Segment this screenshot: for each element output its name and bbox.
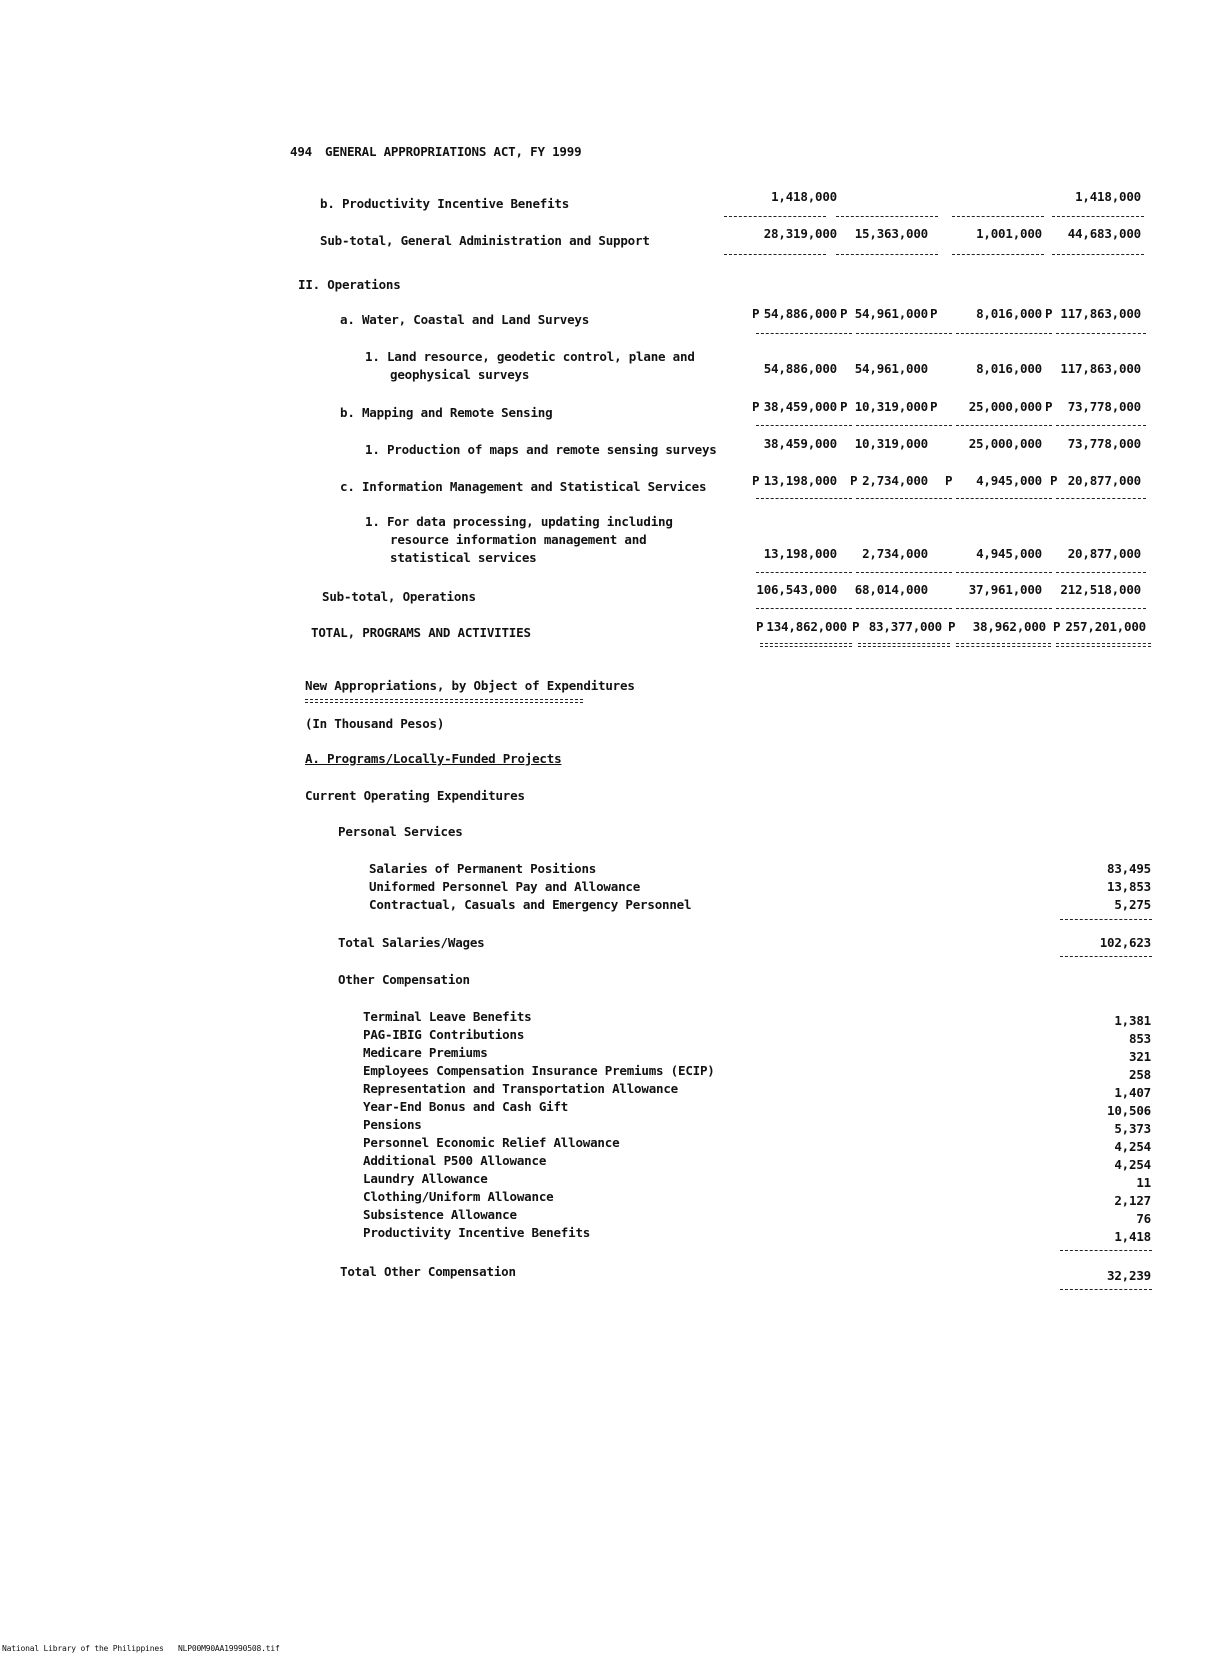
rule bbox=[1056, 608, 1146, 609]
line-item-value: 1,407 bbox=[1114, 1085, 1151, 1100]
row-value-col3: 8,016,000 bbox=[976, 361, 1042, 376]
rule bbox=[1052, 254, 1144, 255]
rule bbox=[756, 333, 852, 334]
line-item-value: 4,254 bbox=[1114, 1139, 1151, 1154]
row-value-col2: 54,961,000 bbox=[854, 361, 928, 376]
rule bbox=[724, 254, 826, 255]
peso-sign: P bbox=[756, 619, 764, 634]
rule bbox=[856, 498, 952, 499]
line-item-label: Subsistence Allowance bbox=[363, 1207, 517, 1222]
double-rule bbox=[305, 699, 583, 703]
row-value-col1: 38,459,000 bbox=[763, 399, 837, 414]
page-number: 494 bbox=[290, 144, 312, 159]
line-item-value: 83,495 bbox=[1107, 861, 1151, 876]
line-item-label: Additional P500 Allowance bbox=[363, 1153, 547, 1168]
rule bbox=[1052, 216, 1144, 217]
section-title: A. Programs/Locally-Funded Projects bbox=[305, 751, 562, 766]
double-rule bbox=[1056, 643, 1151, 647]
peso-sign: P bbox=[752, 306, 760, 321]
group-title: Personal Services bbox=[338, 824, 463, 839]
line-item-label: Year-End Bonus and Cash Gift bbox=[363, 1099, 569, 1114]
page-title: GENERAL APPROPRIATIONS ACT, FY 1999 bbox=[325, 144, 582, 159]
line-item-value: 853 bbox=[1129, 1031, 1151, 1046]
line-item-value: 13,853 bbox=[1107, 879, 1151, 894]
row-value-col3: 38,962,000 bbox=[972, 619, 1046, 634]
row-value-col1: 13,198,000 bbox=[763, 546, 837, 561]
total-salaries-value: 102,623 bbox=[1099, 935, 1151, 950]
peso-sign: P bbox=[1045, 306, 1053, 321]
peso-sign: P bbox=[930, 399, 938, 414]
rule bbox=[756, 608, 852, 609]
rule bbox=[1060, 1289, 1152, 1290]
row-value-col1: 38,459,000 bbox=[763, 436, 837, 451]
double-rule bbox=[956, 643, 1051, 647]
unit-note: (In Thousand Pesos) bbox=[305, 716, 445, 731]
line-item-label: Terminal Leave Benefits bbox=[363, 1009, 532, 1024]
peso-sign: P bbox=[945, 473, 953, 488]
line-item-label: PAG-IBIG Contributions bbox=[363, 1027, 525, 1042]
rule bbox=[1060, 919, 1152, 920]
subsection-title: Current Operating Expenditures bbox=[305, 788, 525, 803]
line-item-label: Laundry Allowance bbox=[363, 1171, 488, 1186]
row-label-line: statistical services bbox=[390, 550, 537, 565]
peso-sign: P bbox=[850, 473, 858, 488]
line-item-label: Contractual, Casuals and Emergency Personnel bbox=[369, 897, 692, 912]
total-other-label: Total Other Compensation bbox=[340, 1264, 516, 1279]
row-value-col3: 37,961,000 bbox=[968, 582, 1042, 597]
line-item-value: 2,127 bbox=[1114, 1193, 1151, 1208]
rule bbox=[952, 216, 1044, 217]
line-item-value: 258 bbox=[1129, 1067, 1151, 1082]
row-value-col2: 15,363,000 bbox=[854, 226, 928, 241]
line-item-label: Pensions bbox=[363, 1117, 422, 1132]
row-label: b. Mapping and Remote Sensing bbox=[340, 405, 553, 420]
section-label: II. Operations bbox=[298, 277, 401, 292]
rule bbox=[1056, 498, 1146, 499]
row-value-total: 20,877,000 bbox=[1067, 546, 1141, 561]
rule bbox=[1056, 333, 1146, 334]
row-value-col1: 54,886,000 bbox=[763, 361, 837, 376]
total-label: TOTAL, PROGRAMS AND ACTIVITIES bbox=[311, 625, 531, 640]
rule bbox=[756, 425, 852, 426]
section-heading: New Appropriations, by Object of Expenditures bbox=[305, 678, 635, 693]
row-value-total: 257,201,000 bbox=[1065, 619, 1146, 634]
row-value-col1: 106,543,000 bbox=[756, 582, 837, 597]
peso-sign: P bbox=[1045, 399, 1053, 414]
row-value-col1: 28,319,000 bbox=[763, 226, 837, 241]
row-value-col2: 68,014,000 bbox=[854, 582, 928, 597]
total-other-value: 32,239 bbox=[1107, 1268, 1151, 1283]
rule bbox=[956, 498, 1052, 499]
row-value-col1: 1,418,000 bbox=[771, 189, 837, 204]
row-label: c. Information Management and Statistical Services bbox=[340, 479, 707, 494]
row-value-col2: 83,377,000 bbox=[868, 619, 942, 634]
rule bbox=[956, 425, 1052, 426]
row-value-total: 117,863,000 bbox=[1060, 306, 1141, 321]
row-value-total: 73,778,000 bbox=[1067, 399, 1141, 414]
line-item-label: Personnel Economic Relief Allowance bbox=[363, 1135, 620, 1150]
row-value-col2: 2,734,000 bbox=[862, 546, 928, 561]
rule bbox=[856, 608, 952, 609]
rule bbox=[856, 425, 952, 426]
double-rule bbox=[760, 643, 852, 647]
row-label: a. Water, Coastal and Land Surveys bbox=[340, 312, 590, 327]
total-salaries-label: Total Salaries/Wages bbox=[338, 935, 485, 950]
peso-sign: P bbox=[930, 306, 938, 321]
rule bbox=[1060, 956, 1152, 957]
row-label: 1. Production of maps and remote sensing surveys bbox=[365, 442, 717, 457]
rule bbox=[756, 498, 852, 499]
rule bbox=[952, 254, 1044, 255]
row-value-col2: 10,319,000 bbox=[854, 399, 928, 414]
peso-sign: P bbox=[1053, 619, 1061, 634]
footer-file: NLP00M90AA19990508.tif bbox=[178, 1644, 280, 1653]
rule bbox=[836, 216, 938, 217]
row-value-total: 117,863,000 bbox=[1060, 361, 1141, 376]
line-item-label: Salaries of Permanent Positions bbox=[369, 861, 597, 876]
group-title: Other Compensation bbox=[338, 972, 470, 987]
row-value-col3: 1,001,000 bbox=[976, 226, 1042, 241]
row-value-col1: 54,886,000 bbox=[763, 306, 837, 321]
rule bbox=[856, 333, 952, 334]
line-item-value: 5,275 bbox=[1114, 897, 1151, 912]
rule bbox=[956, 333, 1052, 334]
peso-sign: P bbox=[752, 399, 760, 414]
row-value-total: 44,683,000 bbox=[1067, 226, 1141, 241]
rule bbox=[756, 572, 852, 573]
line-item-label: Representation and Transportation Allowance bbox=[363, 1081, 679, 1096]
peso-sign: P bbox=[948, 619, 956, 634]
subtotal-label: Sub-total, Operations bbox=[322, 589, 476, 604]
rule bbox=[1060, 1250, 1152, 1251]
line-item-value: 4,254 bbox=[1114, 1157, 1151, 1172]
peso-sign: P bbox=[852, 619, 860, 634]
line-item-value: 5,373 bbox=[1114, 1121, 1151, 1136]
row-label-line: 1. For data processing, updating including bbox=[365, 514, 673, 529]
peso-sign: P bbox=[1050, 473, 1058, 488]
row-value-col2: 2,734,000 bbox=[862, 473, 928, 488]
line-item-label: Medicare Premiums bbox=[363, 1045, 488, 1060]
row-value-col3: 25,000,000 bbox=[968, 399, 1042, 414]
row-value-col2: 54,961,000 bbox=[854, 306, 928, 321]
row-value-col3: 4,945,000 bbox=[976, 546, 1042, 561]
row-value-col2: 10,319,000 bbox=[854, 436, 928, 451]
rule bbox=[956, 608, 1052, 609]
rule bbox=[836, 254, 938, 255]
peso-sign: P bbox=[840, 306, 848, 321]
subtotal-label: Sub-total, General Administration and Support bbox=[320, 233, 650, 248]
line-item-value: 1,418 bbox=[1114, 1229, 1151, 1244]
row-value-total: 1,418,000 bbox=[1075, 189, 1141, 204]
line-item-label: Uniformed Personnel Pay and Allowance bbox=[369, 879, 641, 894]
rule bbox=[956, 572, 1052, 573]
row-value-col1: 13,198,000 bbox=[763, 473, 837, 488]
line-item-value: 1,381 bbox=[1114, 1013, 1151, 1028]
line-item-value: 11 bbox=[1136, 1175, 1151, 1190]
rule bbox=[1056, 425, 1146, 426]
row-value-total: 20,877,000 bbox=[1067, 473, 1141, 488]
line-item-value: 321 bbox=[1129, 1049, 1151, 1064]
row-label: b. Productivity Incentive Benefits bbox=[320, 196, 570, 211]
line-item-label: Employees Compensation Insurance Premiums (ECIP) bbox=[363, 1063, 715, 1078]
row-label-line: 1. Land resource, geodetic control, plane and bbox=[365, 349, 695, 364]
line-item-value: 10,506 bbox=[1107, 1103, 1151, 1118]
row-label-line: geophysical surveys bbox=[390, 367, 530, 382]
footer-library: National Library of the Philippines bbox=[2, 1644, 164, 1653]
row-value-col3: 8,016,000 bbox=[976, 306, 1042, 321]
row-value-total: 212,518,000 bbox=[1060, 582, 1141, 597]
row-value-total: 73,778,000 bbox=[1067, 436, 1141, 451]
rule bbox=[724, 216, 826, 217]
peso-sign: P bbox=[752, 473, 760, 488]
row-label-line: resource information management and bbox=[390, 532, 647, 547]
line-item-value: 76 bbox=[1136, 1211, 1151, 1226]
line-item-label: Productivity Incentive Benefits bbox=[363, 1225, 591, 1240]
rule bbox=[856, 572, 952, 573]
row-value-col3: 25,000,000 bbox=[968, 436, 1042, 451]
rule bbox=[1056, 572, 1146, 573]
row-value-col3: 4,945,000 bbox=[976, 473, 1042, 488]
peso-sign: P bbox=[840, 399, 848, 414]
double-rule bbox=[858, 643, 950, 647]
row-value-col1: 134,862,000 bbox=[766, 619, 847, 634]
line-item-label: Clothing/Uniform Allowance bbox=[363, 1189, 554, 1204]
